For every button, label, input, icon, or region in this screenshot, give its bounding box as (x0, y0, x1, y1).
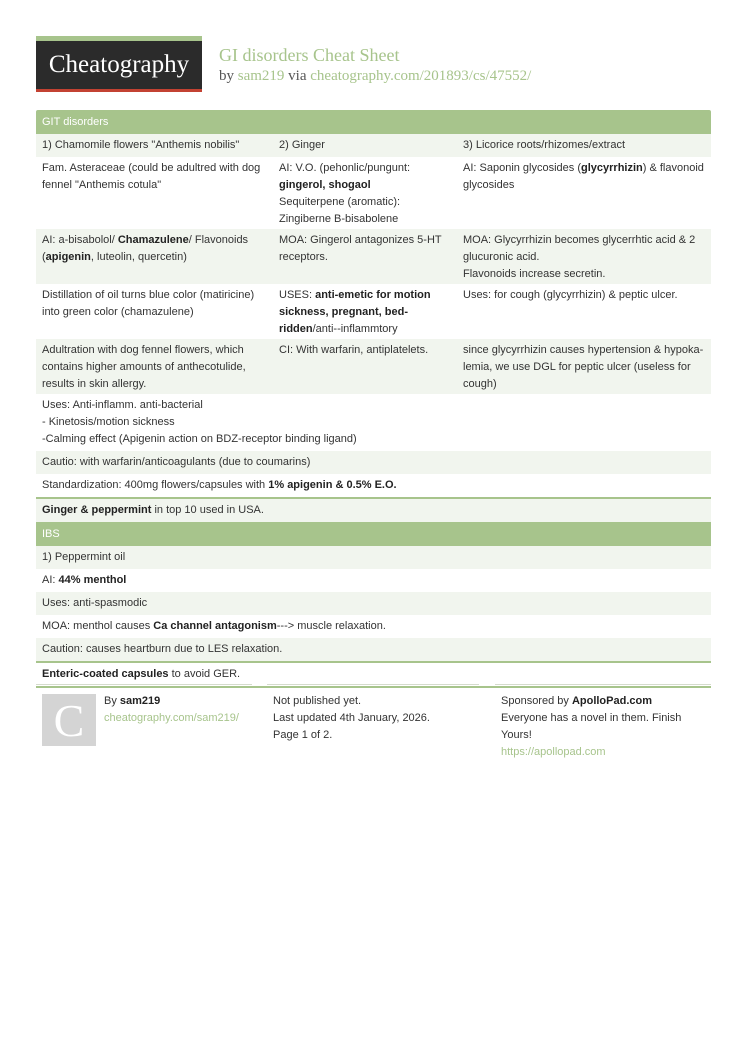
footer-author-url[interactable]: cheatography.com/sam219/ (104, 712, 239, 724)
table-row (36, 339, 711, 394)
cheatography-logo[interactable] (36, 36, 202, 92)
avatar: C (42, 694, 96, 746)
git-disorders-section (36, 110, 711, 524)
footer-author (36, 684, 252, 763)
cell-bold-text: Enteric-coated capsules (42, 668, 169, 680)
table-row (36, 229, 711, 284)
table-row (36, 546, 711, 569)
table-row (36, 497, 711, 524)
cell-text: MOA: menthol causes (42, 620, 154, 632)
sheet-url-link[interactable]: cheatography.com/201893/cs/47552/ (310, 68, 532, 84)
table-cell (457, 229, 711, 284)
table-row (36, 569, 711, 592)
cell-text: Standardization: 400mg flowers/capsules with (42, 479, 269, 491)
author-link[interactable]: sam219 (237, 68, 285, 84)
table-cell (36, 615, 711, 638)
table-cell (36, 394, 711, 451)
cell-text: Uses: Anti-inflamm. anti-bacterial (42, 399, 203, 411)
cell-bold-text: 1% apigenin & 0.5% E.O. (268, 479, 397, 491)
last-updated: Last updated 4th January, 2026. (273, 712, 430, 724)
cell-bold-text: gingerol, shogaol (279, 179, 371, 191)
table-row (36, 284, 711, 339)
cell-text: USES: (279, 289, 316, 301)
column-header: 2) Ginger (279, 139, 325, 151)
by-label: By (104, 695, 120, 707)
table-row (36, 451, 711, 474)
page-footer (36, 684, 711, 764)
footer-author-block (104, 693, 239, 727)
table-row (36, 474, 711, 497)
cell-text: AI: V.O. (pehonlic/pungunt: (279, 162, 411, 174)
sponsor-url[interactable]: https://apollopad.com (501, 746, 606, 758)
table-cell: Distillation of oil turns blue color (matiricine) into green color (chamazulene) (42, 289, 255, 318)
table-cell (457, 157, 711, 229)
cell-text: / Flavonoids ( (42, 234, 249, 263)
table-cell (273, 157, 457, 229)
table-cell (36, 569, 711, 592)
table-cell (36, 229, 273, 284)
table-row (36, 592, 711, 615)
table-cell: Cautio: with warfarin/anticoagulants (due to coumarins) (42, 456, 311, 468)
cell-text: /anti--inflammtory (312, 323, 398, 335)
table-row (36, 615, 711, 638)
cell-text: AI: a-bisabolol/ (42, 234, 118, 246)
cell-bold-text: Chamazulene (117, 234, 189, 246)
table-cell: Caution: causes heartburn due to LES relaxation. (42, 643, 283, 655)
table-cell: Fam. Asteraceae (could be adultred with dog fennel "Anthemis cotula" (42, 162, 261, 191)
by-label: by (219, 68, 234, 84)
page-number: Page 1 of 2. (273, 729, 333, 741)
cell-text: to avoid GER. (168, 668, 241, 680)
column-header: 1) Chamomile flowers "Anthemis nobilis" (42, 139, 240, 151)
table-cell: 1) Peppermint oil (42, 551, 126, 563)
cell-bold-text: apigenin (45, 251, 91, 263)
cell-text: Sequiterpene (aromatic): Zingiberne B-bisabolene (279, 196, 401, 225)
publish-status: Not published yet. (273, 695, 362, 707)
table-row (36, 394, 711, 451)
cell-text: MOA: Glycyrrhizin becomes glycerrhtic acid & 2 glucuronic acid. (463, 234, 696, 263)
footer-author-link[interactable]: sam219 (119, 695, 161, 707)
page-header (36, 36, 716, 96)
cell-text: ---> muscle relaxation. (276, 620, 386, 632)
cell-text: in top 10 used in USA. (151, 504, 264, 516)
sponsor-link[interactable]: ApolloPad.com (571, 695, 652, 707)
table-header-row (36, 134, 711, 157)
table-cell: CI: With warfarin, antiplatelets. (279, 344, 429, 356)
cell-bold-text: anti-emetic for motion sickness, pregnant, bed-ridden (279, 289, 431, 335)
ibs-section (36, 522, 711, 688)
table-cell: Uses: anti-spasmodic (42, 597, 148, 609)
table-cell (36, 663, 711, 686)
page-title: GI disorders Cheat Sheet (219, 45, 400, 65)
table-row (36, 157, 711, 229)
footer-sponsor (495, 684, 711, 763)
table-cell: since glycyrrhizin causes hypertension & hypokalemia, we use DGL for peptic ulcer (useless for cough) (463, 344, 704, 390)
table-cell (36, 474, 711, 497)
cell-text: -Calming effect (Apigenin action on BDZ-receptor binding ligand) (42, 433, 357, 445)
cell-text: Flavonoids increase secretin. (463, 268, 606, 280)
cell-bold-text: Ca channel antagonism (153, 620, 277, 632)
footer-status (267, 684, 479, 763)
table-cell: MOA: Gingerol antagonizes 5-HT receptors. (279, 234, 442, 263)
cell-text: AI: Saponin glycosides ( (463, 162, 582, 174)
section-heading: GIT disorders (36, 110, 711, 134)
via-label: via (288, 68, 307, 84)
table-cell (36, 499, 711, 522)
section-heading: IBS (36, 522, 711, 546)
table-cell: Uses: for cough (glycyrrhizin) & peptic ulcer. (463, 289, 678, 301)
cell-text: ) & flavonoid glycosides (463, 162, 704, 191)
title-block (219, 44, 531, 86)
column-header: 3) Licorice roots/rhizomes/extract (463, 139, 625, 151)
cell-text: - Kinetosis/motion sickness (42, 416, 175, 428)
table-cell (273, 284, 457, 339)
sponsor-text: Everyone has a novel in them. Finish Yours! (501, 712, 682, 741)
cell-bold-text: Ginger & peppermint (42, 504, 152, 516)
logo-text: Cheatography (48, 50, 190, 78)
page-subtitle (219, 66, 531, 86)
cell-text: , luteolin, quercetin) (90, 251, 187, 263)
cell-bold-text: 44% menthol (58, 574, 127, 586)
cell-text: AI: (42, 574, 59, 586)
table-row (36, 638, 711, 661)
cell-bold-text: glycyrrhizin (581, 162, 643, 174)
sponsor-label: Sponsored by (501, 695, 572, 707)
table-cell: Adultration with dog fennel flowers, which contains higher amounts of anthecotulide, results in skin allergy. (42, 344, 246, 390)
